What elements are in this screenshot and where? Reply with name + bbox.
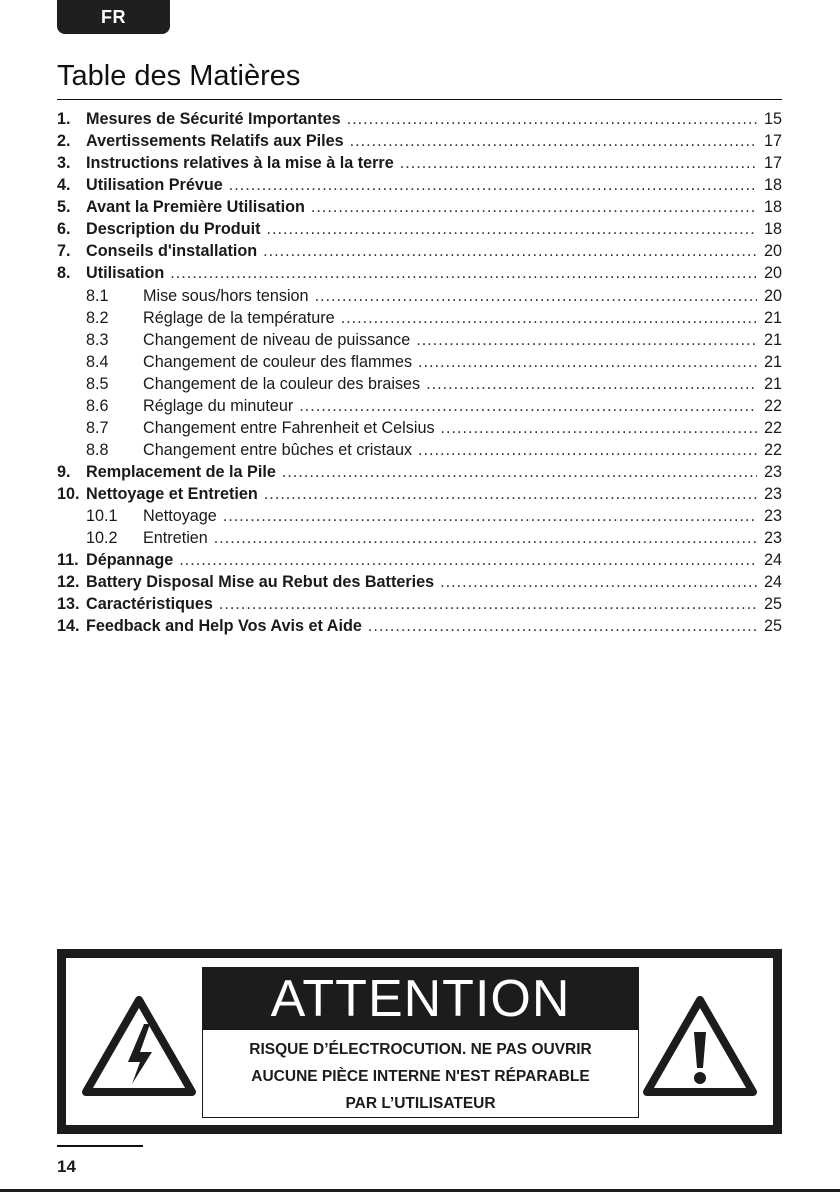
toc-entry xyxy=(57,262,782,284)
toc-entry xyxy=(57,329,782,351)
toc-entry xyxy=(57,395,782,417)
toc-entry xyxy=(57,549,782,571)
toc-entry-number: 14. xyxy=(57,617,80,636)
toc-leader-dots xyxy=(418,351,757,373)
toc-entry xyxy=(57,615,782,637)
toc-entry xyxy=(57,527,782,549)
footer-divider xyxy=(57,1145,143,1147)
toc-entry-title: Dépannage xyxy=(86,551,174,570)
toc-leader-dots xyxy=(264,483,757,505)
toc-entry xyxy=(57,483,782,505)
toc-entry xyxy=(57,351,782,373)
toc-entry-page: 21 xyxy=(763,308,782,327)
toc-entry-title: Feedback and Help Vos Avis et Aide xyxy=(86,617,362,636)
toc-entry-number: 8.7 xyxy=(86,418,109,437)
toc-leader-dots xyxy=(440,571,757,593)
attention-line: PAR L’UTILISATEUR xyxy=(345,1095,496,1112)
toc-entry-page: 20 xyxy=(763,286,782,305)
toc-entry-page: 21 xyxy=(763,330,782,349)
toc-entry-page: 24 xyxy=(763,573,782,592)
toc-leader-dots xyxy=(266,218,757,240)
toc-entry-title: Caractéristiques xyxy=(86,595,213,614)
toc-entry-page: 17 xyxy=(763,154,782,173)
toc-leader-dots xyxy=(263,240,757,262)
toc-entry xyxy=(57,152,782,174)
warning-inner xyxy=(66,958,773,1125)
toc-entry-title: Instructions relatives à la mise à la terre xyxy=(86,154,394,173)
electric-shock-warning-icon xyxy=(82,996,196,1096)
toc-leader-dots xyxy=(299,395,757,417)
toc-leader-dots xyxy=(179,549,757,571)
toc-leader-dots xyxy=(347,108,757,130)
toc-entry-number: 13. xyxy=(57,595,80,614)
attention-line: AUCUNE PIÈCE INTERNE N'EST RÉPARABLE xyxy=(251,1068,590,1085)
toc-entry-page: 22 xyxy=(763,396,782,415)
toc-leader-dots xyxy=(341,307,757,329)
toc-entry-title: Description du Produit xyxy=(86,220,261,239)
toc-entry-page: 23 xyxy=(763,463,782,481)
toc-entry-title: Mise sous/hors tension xyxy=(143,286,309,305)
toc-entry-page: 22 xyxy=(763,440,782,459)
toc-leader-dots xyxy=(426,373,757,395)
toc-entry xyxy=(57,218,782,240)
toc-entry xyxy=(57,461,782,483)
toc-entry-title: Conseils d'installation xyxy=(86,242,258,261)
toc-leader-dots xyxy=(170,262,757,284)
toc-leader-dots xyxy=(416,329,757,351)
toc-entry-number: 4. xyxy=(57,176,71,195)
toc-entry-title: Changement entre bûches et cristaux xyxy=(143,440,413,459)
toc-entry-page: 22 xyxy=(763,418,782,437)
toc-entry-page: 25 xyxy=(763,595,782,614)
title-divider xyxy=(57,99,782,100)
table-of-contents xyxy=(57,108,782,638)
toc-entry-number: 12. xyxy=(57,573,80,592)
toc-entry-title: Entretien xyxy=(143,529,208,548)
toc-leader-dots xyxy=(350,130,757,152)
toc-entry-page: 23 xyxy=(763,529,782,548)
toc-entry xyxy=(57,108,782,130)
toc-entry-title: Changement de niveau de puissance xyxy=(143,330,411,349)
toc-leader-dots xyxy=(368,615,757,637)
toc-entry-title: Changement de couleur des flammes xyxy=(143,352,413,371)
toc-entry xyxy=(57,174,782,196)
toc-entry-number: 2. xyxy=(57,132,71,151)
toc-entry-page: 20 xyxy=(763,264,782,283)
toc-leader-dots xyxy=(223,505,757,527)
toc-entry xyxy=(57,417,782,439)
toc-leader-dots xyxy=(418,439,757,461)
attention-line: RISQUE D’ÉLECTROCUTION. NE PAS OUVRIR xyxy=(249,1041,592,1058)
toc-entry-page: 21 xyxy=(763,352,782,371)
toc-entry xyxy=(57,130,782,152)
toc-entry-title: Utilisation Prévue xyxy=(86,176,223,195)
toc-entry-number: 10. xyxy=(57,485,80,504)
toc-leader-dots xyxy=(282,461,757,483)
toc-entry-title: Remplacement de la Pile xyxy=(86,463,276,481)
toc-entry xyxy=(57,505,782,527)
toc-entry-title: Changement de la couleur des braises xyxy=(143,374,421,393)
toc-entry xyxy=(57,285,782,307)
toc-entry-title: Réglage de la température xyxy=(143,308,335,327)
toc-entry xyxy=(57,373,782,395)
toc-leader-dots xyxy=(315,285,757,307)
toc-entry-number: 7. xyxy=(57,242,71,261)
toc-entry xyxy=(57,196,782,218)
toc-entry-number: 10.1 xyxy=(86,507,118,526)
warning-box xyxy=(57,949,782,1134)
toc-entry-title: Battery Disposal Mise au Rebut des Batteries xyxy=(86,573,435,592)
toc-entry-page: 18 xyxy=(763,198,782,217)
toc-entry-title: Avertissements Relatifs aux Piles xyxy=(86,132,344,151)
toc-entry-title: Avant la Première Utilisation xyxy=(86,198,305,217)
language-tab xyxy=(57,0,170,34)
toc-entry-page: 20 xyxy=(763,242,782,261)
page-number: 14 xyxy=(57,1157,76,1176)
toc-entry-number: 11. xyxy=(57,551,79,570)
toc-entry-page: 18 xyxy=(763,176,782,195)
toc-entry xyxy=(57,307,782,329)
page-title: Table des Matières xyxy=(57,60,301,92)
toc-entry-number: 8.5 xyxy=(86,374,109,393)
toc-entry-number: 8.2 xyxy=(86,308,109,327)
toc-entry-number: 8.4 xyxy=(86,352,109,371)
toc-entry-number: 8.1 xyxy=(86,286,109,305)
toc-entry-page: 23 xyxy=(763,485,782,504)
toc-entry-number: 8.6 xyxy=(86,396,109,415)
attention-heading: ATTENTION xyxy=(203,968,638,1030)
toc-leader-dots xyxy=(400,152,757,174)
toc-entry xyxy=(57,240,782,262)
exclamation-warning-icon xyxy=(643,996,757,1096)
toc-entry-title: Nettoyage et Entretien xyxy=(86,485,258,504)
attention-text xyxy=(203,1030,638,1117)
toc-entry xyxy=(57,571,782,593)
toc-entry xyxy=(57,439,782,461)
toc-entry-page: 25 xyxy=(763,617,782,636)
toc-entry-number: 8.8 xyxy=(86,440,109,459)
toc-leader-dots xyxy=(311,196,757,218)
toc-entry-page: 18 xyxy=(763,220,782,239)
toc-entry-title: Réglage du minuteur xyxy=(143,396,294,415)
toc-entry-number: 6. xyxy=(57,220,71,239)
toc-entry-number: 8. xyxy=(57,264,71,283)
toc-leader-dots xyxy=(441,417,757,439)
toc-entry-number: 1. xyxy=(57,110,71,128)
toc-entry-number: 9. xyxy=(57,463,71,481)
toc-leader-dots xyxy=(229,174,757,196)
toc-entry-title: Utilisation xyxy=(86,264,165,283)
toc-entry-page: 21 xyxy=(763,374,782,393)
toc-entry-number: 5. xyxy=(57,198,71,217)
toc-leader-dots xyxy=(219,593,757,615)
toc-entry-page: 24 xyxy=(763,551,782,570)
attention-panel xyxy=(202,967,639,1118)
toc-leader-dots xyxy=(214,527,757,549)
toc-entry-number: 8.3 xyxy=(86,330,109,349)
toc-entry-page: 17 xyxy=(763,132,782,151)
toc-entry-title: Mesures de Sécurité Importantes xyxy=(86,110,341,128)
toc-entry xyxy=(57,593,782,615)
toc-entry-title: Changement entre Fahrenheit et Celsius xyxy=(143,418,435,437)
language-label: FR xyxy=(101,6,126,27)
toc-entry-number: 3. xyxy=(57,154,71,173)
toc-entry-title: Nettoyage xyxy=(143,507,217,526)
toc-entry-page: 23 xyxy=(763,507,782,526)
toc-entry-page: 15 xyxy=(763,110,782,128)
toc-entry-number: 10.2 xyxy=(86,529,118,548)
